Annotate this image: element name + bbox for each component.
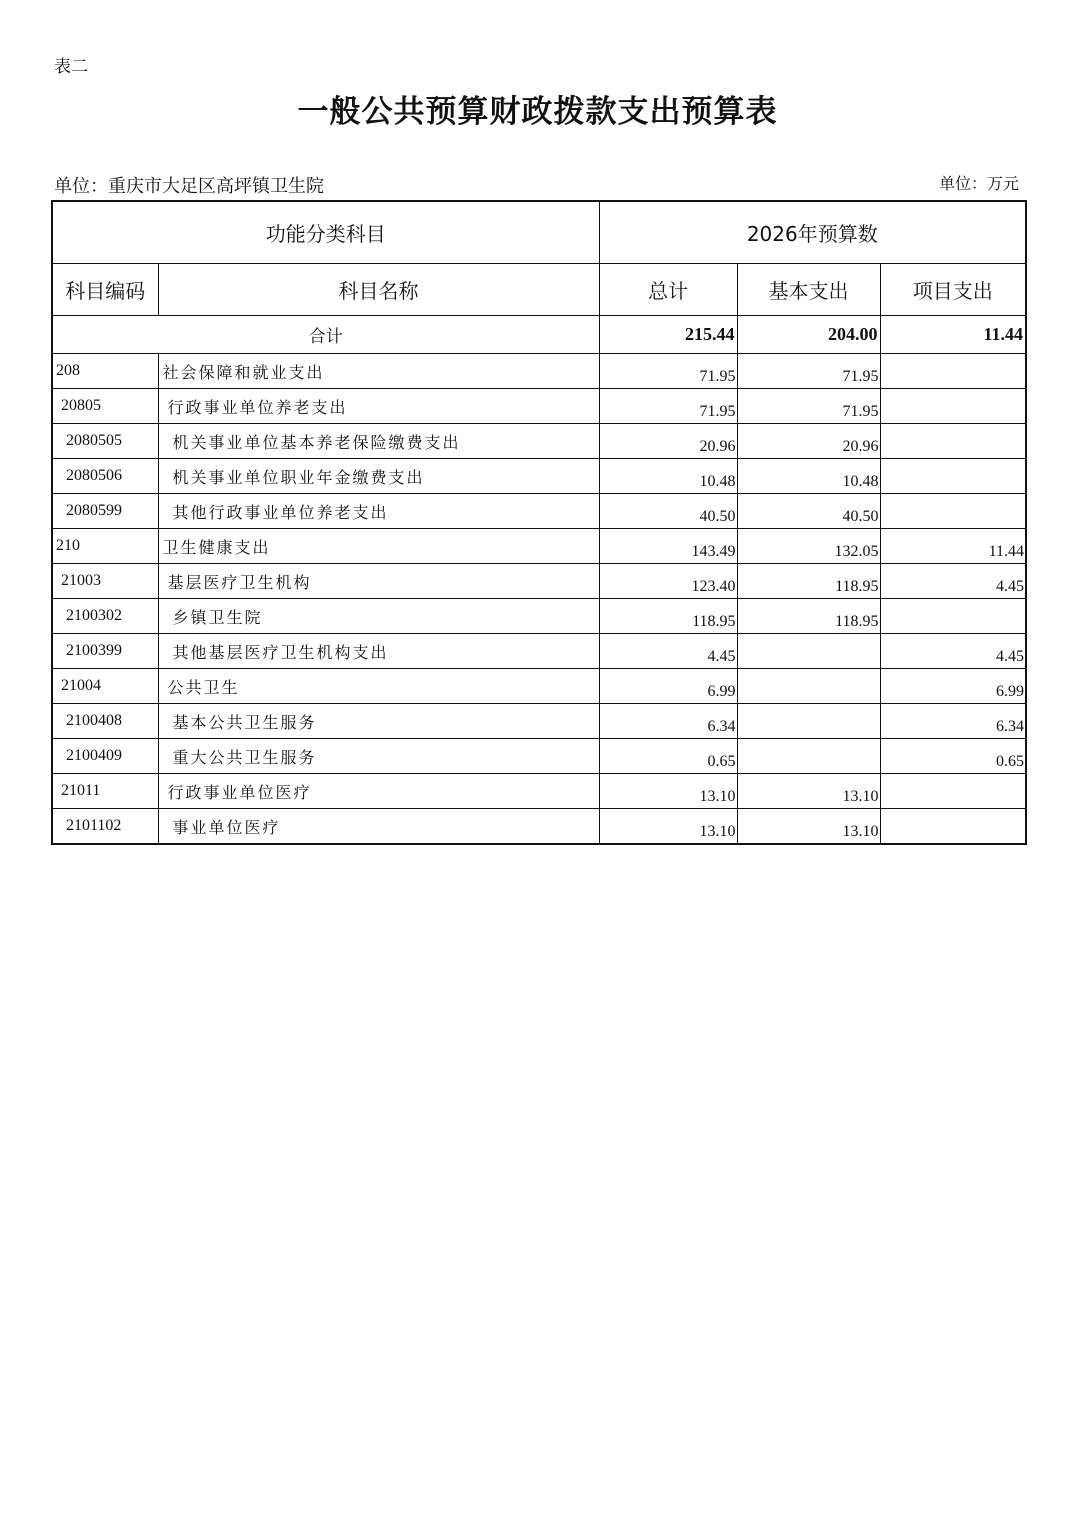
- table-row: [52, 704, 1026, 739]
- amount-basic: 118.95: [737, 599, 880, 634]
- header-functional-category: 功能分类科目: [52, 201, 599, 264]
- total-basic: 204.00: [737, 316, 880, 354]
- subject-code: 21011: [52, 774, 158, 809]
- amount-total: 71.95: [599, 354, 737, 389]
- subject-code: 2080505: [52, 424, 158, 459]
- amount-basic: 132.05: [737, 529, 880, 564]
- subject-code: 2080506: [52, 459, 158, 494]
- subject-name: 其他基层医疗卫生机构支出: [158, 634, 599, 669]
- subject-name: 机关事业单位职业年金缴费支出: [158, 459, 599, 494]
- amount-total: 40.50: [599, 494, 737, 529]
- subject-code: 2100409: [52, 739, 158, 774]
- subject-name: 乡镇卫生院: [158, 599, 599, 634]
- subject-code: 208: [52, 354, 158, 389]
- subject-name: 社会保障和就业支出: [158, 354, 599, 389]
- subject-name: 基层医疗卫生机构: [158, 564, 599, 599]
- header-row-group: [52, 201, 1026, 264]
- table-row: [52, 459, 1026, 494]
- total-project: 11.44: [880, 316, 1026, 354]
- amount-basic: 10.48: [737, 459, 880, 494]
- amount-basic: [737, 634, 880, 669]
- amount-project: [880, 809, 1026, 845]
- amount-project: [880, 459, 1026, 494]
- table-row: [52, 809, 1026, 845]
- header-row-columns: [52, 264, 1026, 316]
- table-row: [52, 774, 1026, 809]
- amount-project: 4.45: [880, 564, 1026, 599]
- amount-project: 6.99: [880, 669, 1026, 704]
- page-title: 一般公共预算财政拨款支出预算表: [297, 94, 778, 130]
- table-row: [52, 564, 1026, 599]
- amount-total: 13.10: [599, 809, 737, 845]
- subject-name: 行政事业单位医疗: [158, 774, 599, 809]
- amount-basic: 13.10: [737, 774, 880, 809]
- amount-total: 20.96: [599, 424, 737, 459]
- table-row: [52, 669, 1026, 704]
- subject-name: 其他行政事业单位养老支出: [158, 494, 599, 529]
- subject-code: 20805: [52, 389, 158, 424]
- subject-code: 21004: [52, 669, 158, 704]
- header-code: 科目编码: [52, 264, 158, 316]
- organization-unit: 单位：重庆市大足区高坪镇卫生院: [54, 176, 324, 197]
- amount-project: 4.45: [880, 634, 1026, 669]
- table-row: [52, 599, 1026, 634]
- subject-name: 基本公共卫生服务: [158, 704, 599, 739]
- amount-project: [880, 494, 1026, 529]
- subject-name: 行政事业单位养老支出: [158, 389, 599, 424]
- table-row: [52, 634, 1026, 669]
- amount-basic: 40.50: [737, 494, 880, 529]
- header-basic: 基本支出: [737, 264, 880, 316]
- table-row: [52, 739, 1026, 774]
- table-row: [52, 389, 1026, 424]
- amount-total: 123.40: [599, 564, 737, 599]
- amount-basic: 13.10: [737, 809, 880, 845]
- subject-code: 2080599: [52, 494, 158, 529]
- table-row: [52, 494, 1026, 529]
- total-total: 215.44: [599, 316, 737, 354]
- table-label: 表二: [54, 57, 88, 77]
- amount-total: 6.34: [599, 704, 737, 739]
- amount-total: 143.49: [599, 529, 737, 564]
- header-budget-year: 2026年预算数: [599, 201, 1026, 264]
- amount-project: 11.44: [880, 529, 1026, 564]
- amount-basic: 20.96: [737, 424, 880, 459]
- amount-basic: [737, 704, 880, 739]
- amount-total: 4.45: [599, 634, 737, 669]
- currency-unit: 单位：万元: [938, 174, 1019, 193]
- amount-total: 0.65: [599, 739, 737, 774]
- amount-basic: [737, 739, 880, 774]
- table-row: [52, 424, 1026, 459]
- amount-basic: [737, 669, 880, 704]
- amount-total: 10.48: [599, 459, 737, 494]
- amount-total: 71.95: [599, 389, 737, 424]
- total-row: [52, 316, 1026, 354]
- amount-project: [880, 599, 1026, 634]
- subject-name: 机关事业单位基本养老保险缴费支出: [158, 424, 599, 459]
- subject-code: 210: [52, 529, 158, 564]
- subject-name: 公共卫生: [158, 669, 599, 704]
- header-project: 项目支出: [880, 264, 1026, 316]
- amount-basic: 118.95: [737, 564, 880, 599]
- amount-basic: 71.95: [737, 389, 880, 424]
- amount-project: [880, 424, 1026, 459]
- subject-name: 事业单位医疗: [158, 809, 599, 845]
- amount-project: 6.34: [880, 704, 1026, 739]
- subject-code: 2100302: [52, 599, 158, 634]
- total-label: 合计: [52, 316, 599, 354]
- subject-name: 卫生健康支出: [158, 529, 599, 564]
- amount-project: [880, 389, 1026, 424]
- amount-total: 118.95: [599, 599, 737, 634]
- subject-name: 重大公共卫生服务: [158, 739, 599, 774]
- subject-code: 2100408: [52, 704, 158, 739]
- amount-project: [880, 354, 1026, 389]
- amount-total: 13.10: [599, 774, 737, 809]
- budget-table: [51, 200, 1027, 845]
- amount-project: 0.65: [880, 739, 1026, 774]
- subject-code: 2101102: [52, 809, 158, 845]
- subject-code: 21003: [52, 564, 158, 599]
- header-total: 总计: [599, 264, 737, 316]
- table-row: [52, 354, 1026, 389]
- subject-code: 2100399: [52, 634, 158, 669]
- table-row: [52, 529, 1026, 564]
- amount-project: [880, 774, 1026, 809]
- header-name: 科目名称: [158, 264, 599, 316]
- amount-basic: 71.95: [737, 354, 880, 389]
- amount-total: 6.99: [599, 669, 737, 704]
